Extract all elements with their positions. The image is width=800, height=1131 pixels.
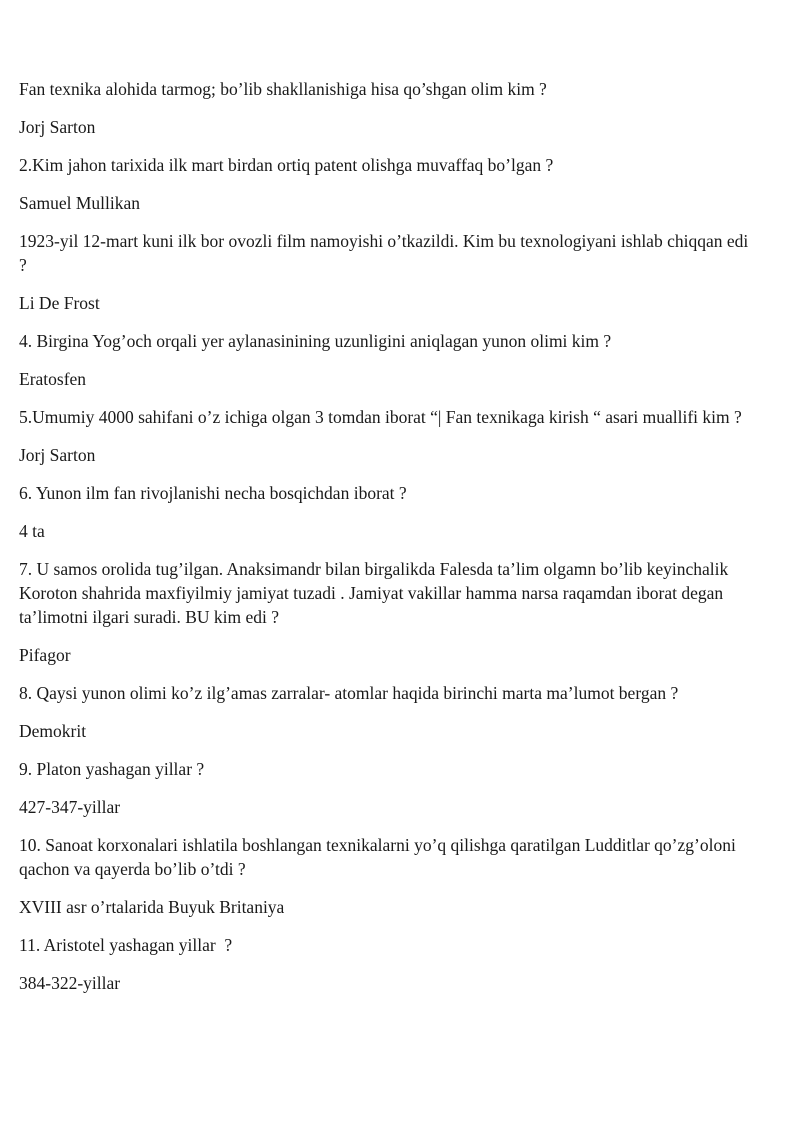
answer-7: Pifagor <box>19 645 71 665</box>
question-10: 10. Sanoat korxonalari ishlatila boshlangan texnikalarni yo’q qilishga qaratilgan Ludditlar qo’zg’oloni qachon va qayerda bo’lib o’tdi ? <box>19 835 741 879</box>
answer-2: Samuel Mullikan <box>19 193 141 213</box>
question-9: 9. Platon yashagan yillar ? <box>19 759 205 779</box>
answer-5: Jorj Sarton <box>19 445 96 465</box>
question-1: Fan texnika alohida tarmog; bo’lib shakllanishiga hisa qo’shgan olim kim ? <box>19 79 547 99</box>
question-5: 5.Umumiy 4000 sahifani o’z ichiga olgan 3 tomdan iborat “| Fan texnikaga kirish “ asari muallifi kim ? <box>19 407 742 427</box>
answer-3: Li De Frost <box>19 293 100 313</box>
question-6: 6. Yunon ilm fan rivojlanishi necha bosqichdan iborat ? <box>19 483 407 503</box>
answer-1: Jorj Sarton <box>19 117 96 137</box>
answer-10: XVIII asr o’rtalarida Buyuk Britaniya <box>19 897 285 917</box>
answer-8: Demokrit <box>19 721 87 741</box>
question-7: 7. U samos orolida tug’ilgan. Anaksimandr bilan birgalikda Falesda ta’lim olgamn bo’lib keyinchalik Koroton shahrida maxfiyilmiy jamiyat tuzadi . Jamiyat vakillar hamma narsa raqamdan iborat degan ta’limotni ilgari suradi. BU kim edi ? <box>19 559 733 627</box>
question-4: 4. Birgina Yog’och orqali yer aylanasinining uzunligini aniqlagan yunon olimi kim ? <box>19 331 612 351</box>
answer-9: 427-347-yillar <box>19 797 121 817</box>
answer-4: Eratosfen <box>19 369 87 389</box>
question-2: 2.Kim jahon tarixida ilk mart birdan ortiq patent olishga muvaffaq bo’lgan ? <box>19 155 554 175</box>
answer-6: 4 ta <box>19 521 45 541</box>
question-11: 11. Aristotel yashagan yillar ? <box>19 935 233 955</box>
document-page <box>19 77 759 1009</box>
question-3: 1923-yil 12-mart kuni ilk bor ovozli film namoyishi o’tkazildi. Kim bu texnologiyani ishlab chiqqan edi ? <box>19 231 753 275</box>
answer-11: 384-322-yillar <box>19 973 121 993</box>
question-8: 8. Qaysi yunon olimi ko’z ilg’amas zarralar- atomlar haqida birinchi marta ma’lumot bergan ? <box>19 683 679 703</box>
